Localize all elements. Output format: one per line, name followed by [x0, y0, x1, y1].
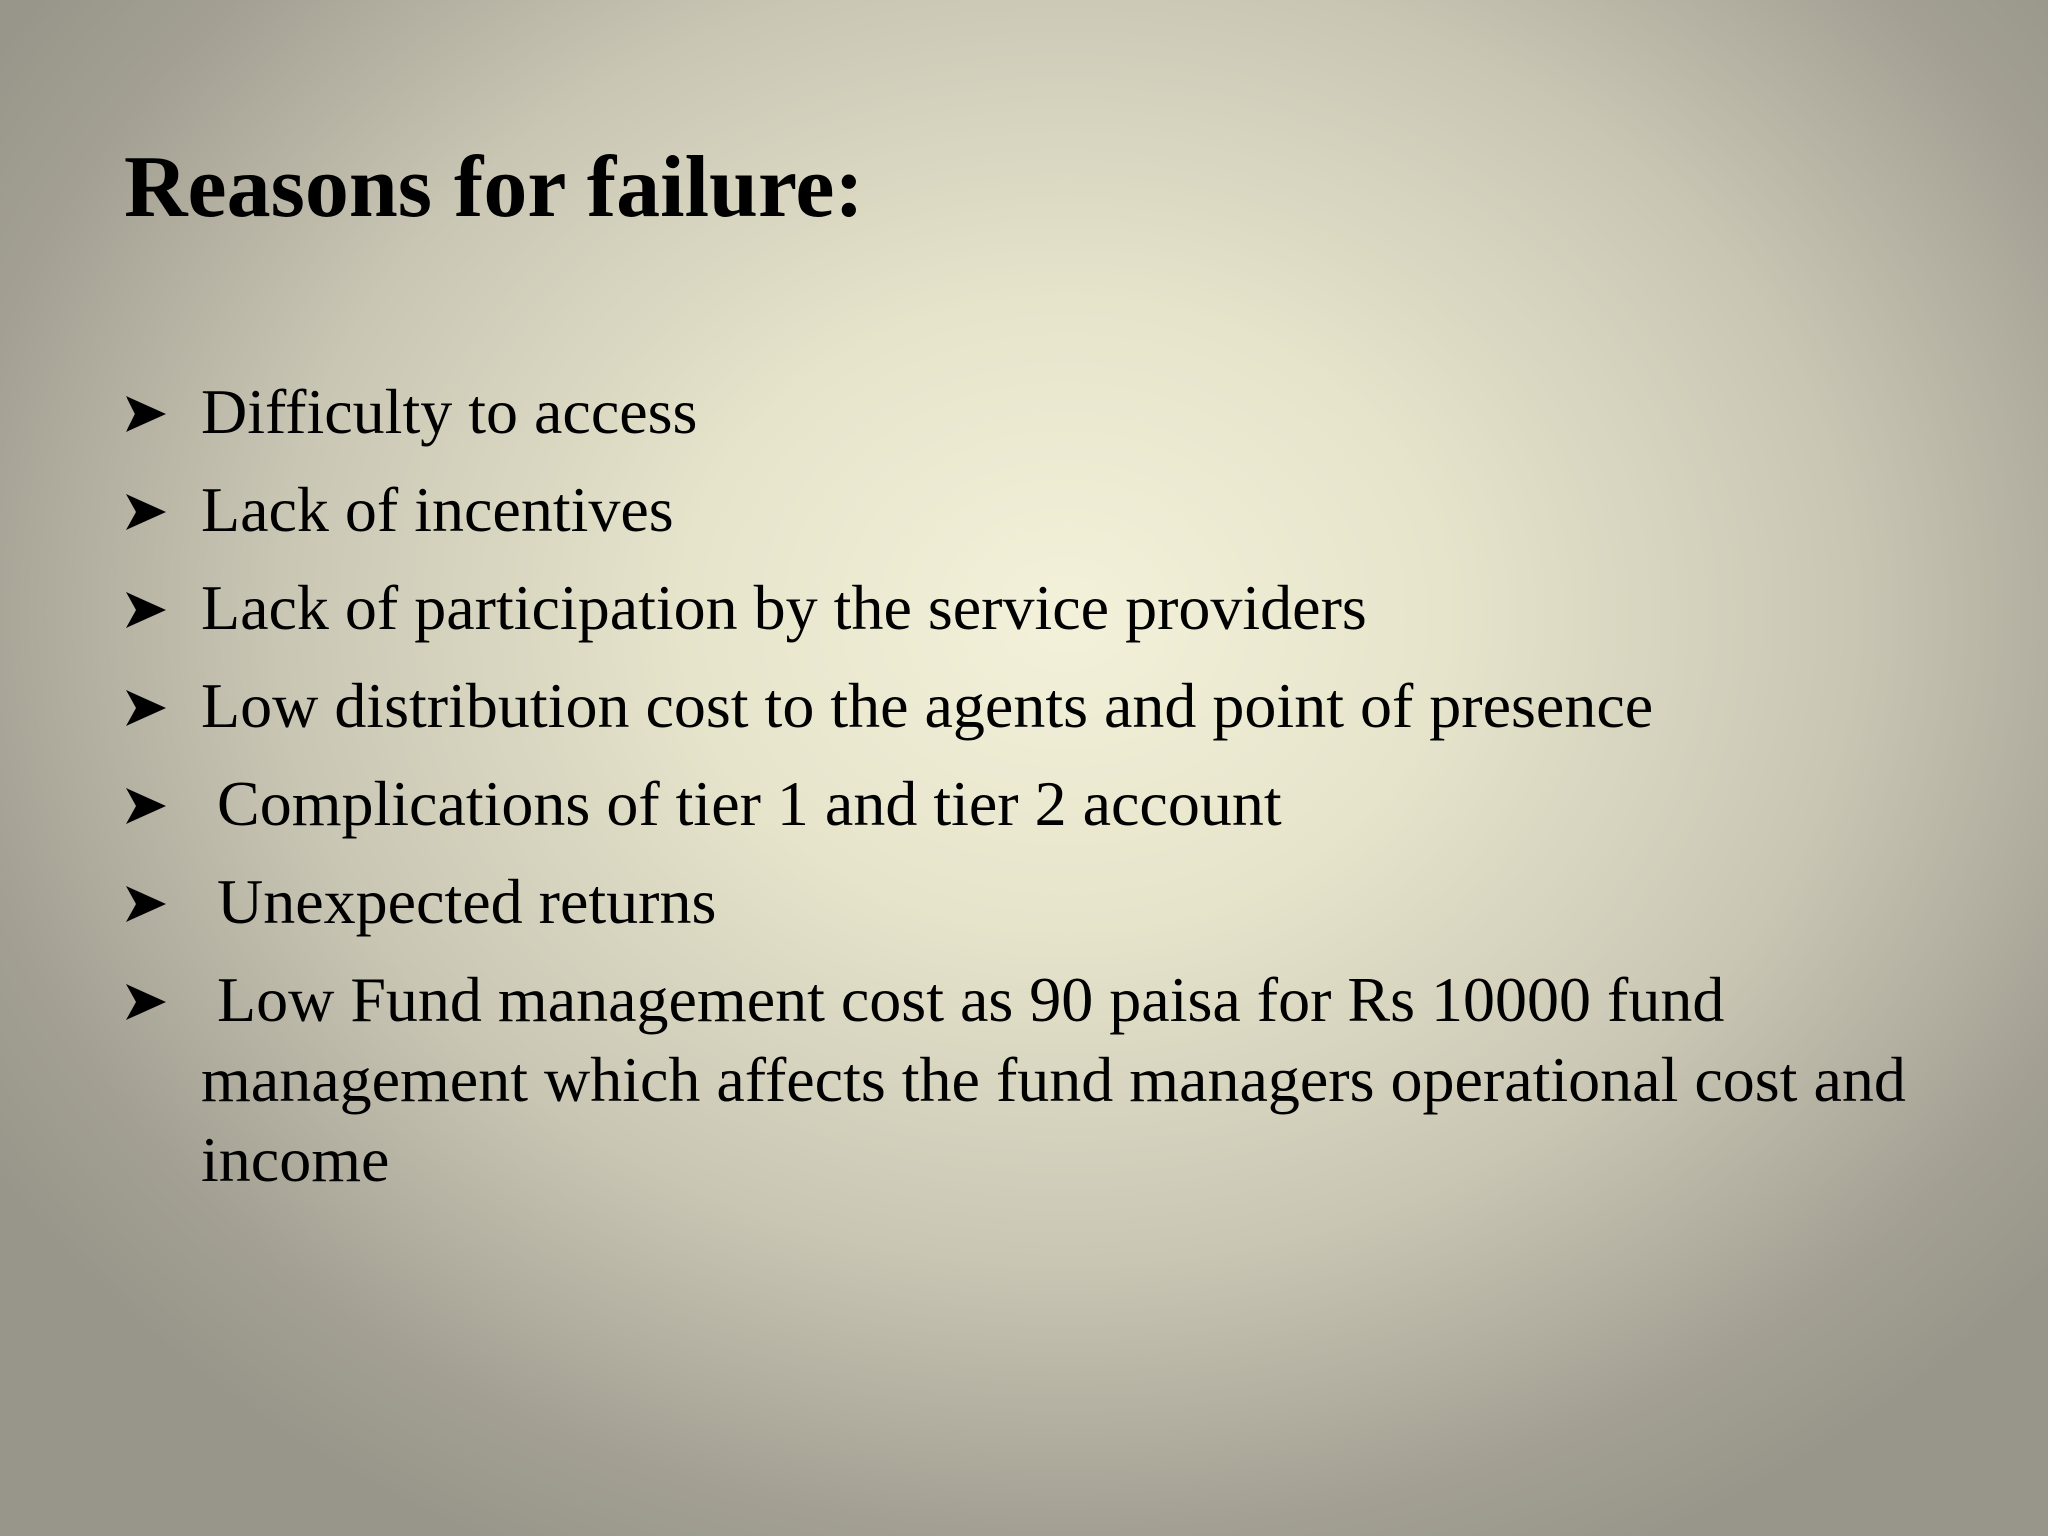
bullet-text: Difficulty to access — [201, 376, 698, 447]
list-item — [124, 470, 1964, 550]
arrow-bullet-icon — [124, 590, 168, 630]
arrow-bullet-icon — [124, 492, 168, 532]
slide-title: Reasons for failure: — [124, 139, 864, 236]
arrow-bullet-icon — [124, 688, 168, 728]
list-item — [124, 372, 1964, 452]
list-item — [124, 764, 1964, 844]
list-item — [124, 960, 1964, 1200]
list-item — [124, 666, 1964, 746]
bullet-text: Complications of tier 1 and tier 2 account — [201, 768, 1282, 839]
bullet-text: Low Fund management cost as 90 paisa for Rs 10000 fund management which affects the fund managers operational cost and income — [201, 964, 1922, 1195]
bullet-text: Lack of incentives — [201, 474, 674, 545]
arrow-bullet-icon — [124, 982, 168, 1022]
list-item — [124, 568, 1964, 648]
arrow-bullet-icon — [124, 786, 168, 826]
list-item — [124, 862, 1964, 942]
arrow-bullet-icon — [124, 884, 168, 924]
bullet-list — [124, 372, 1964, 1218]
bullet-text: Unexpected returns — [201, 866, 717, 937]
arrow-bullet-icon — [124, 394, 168, 434]
bullet-text: Low distribution cost to the agents and point of presence — [201, 670, 1654, 741]
bullet-text: Lack of participation by the service providers — [201, 572, 1367, 643]
